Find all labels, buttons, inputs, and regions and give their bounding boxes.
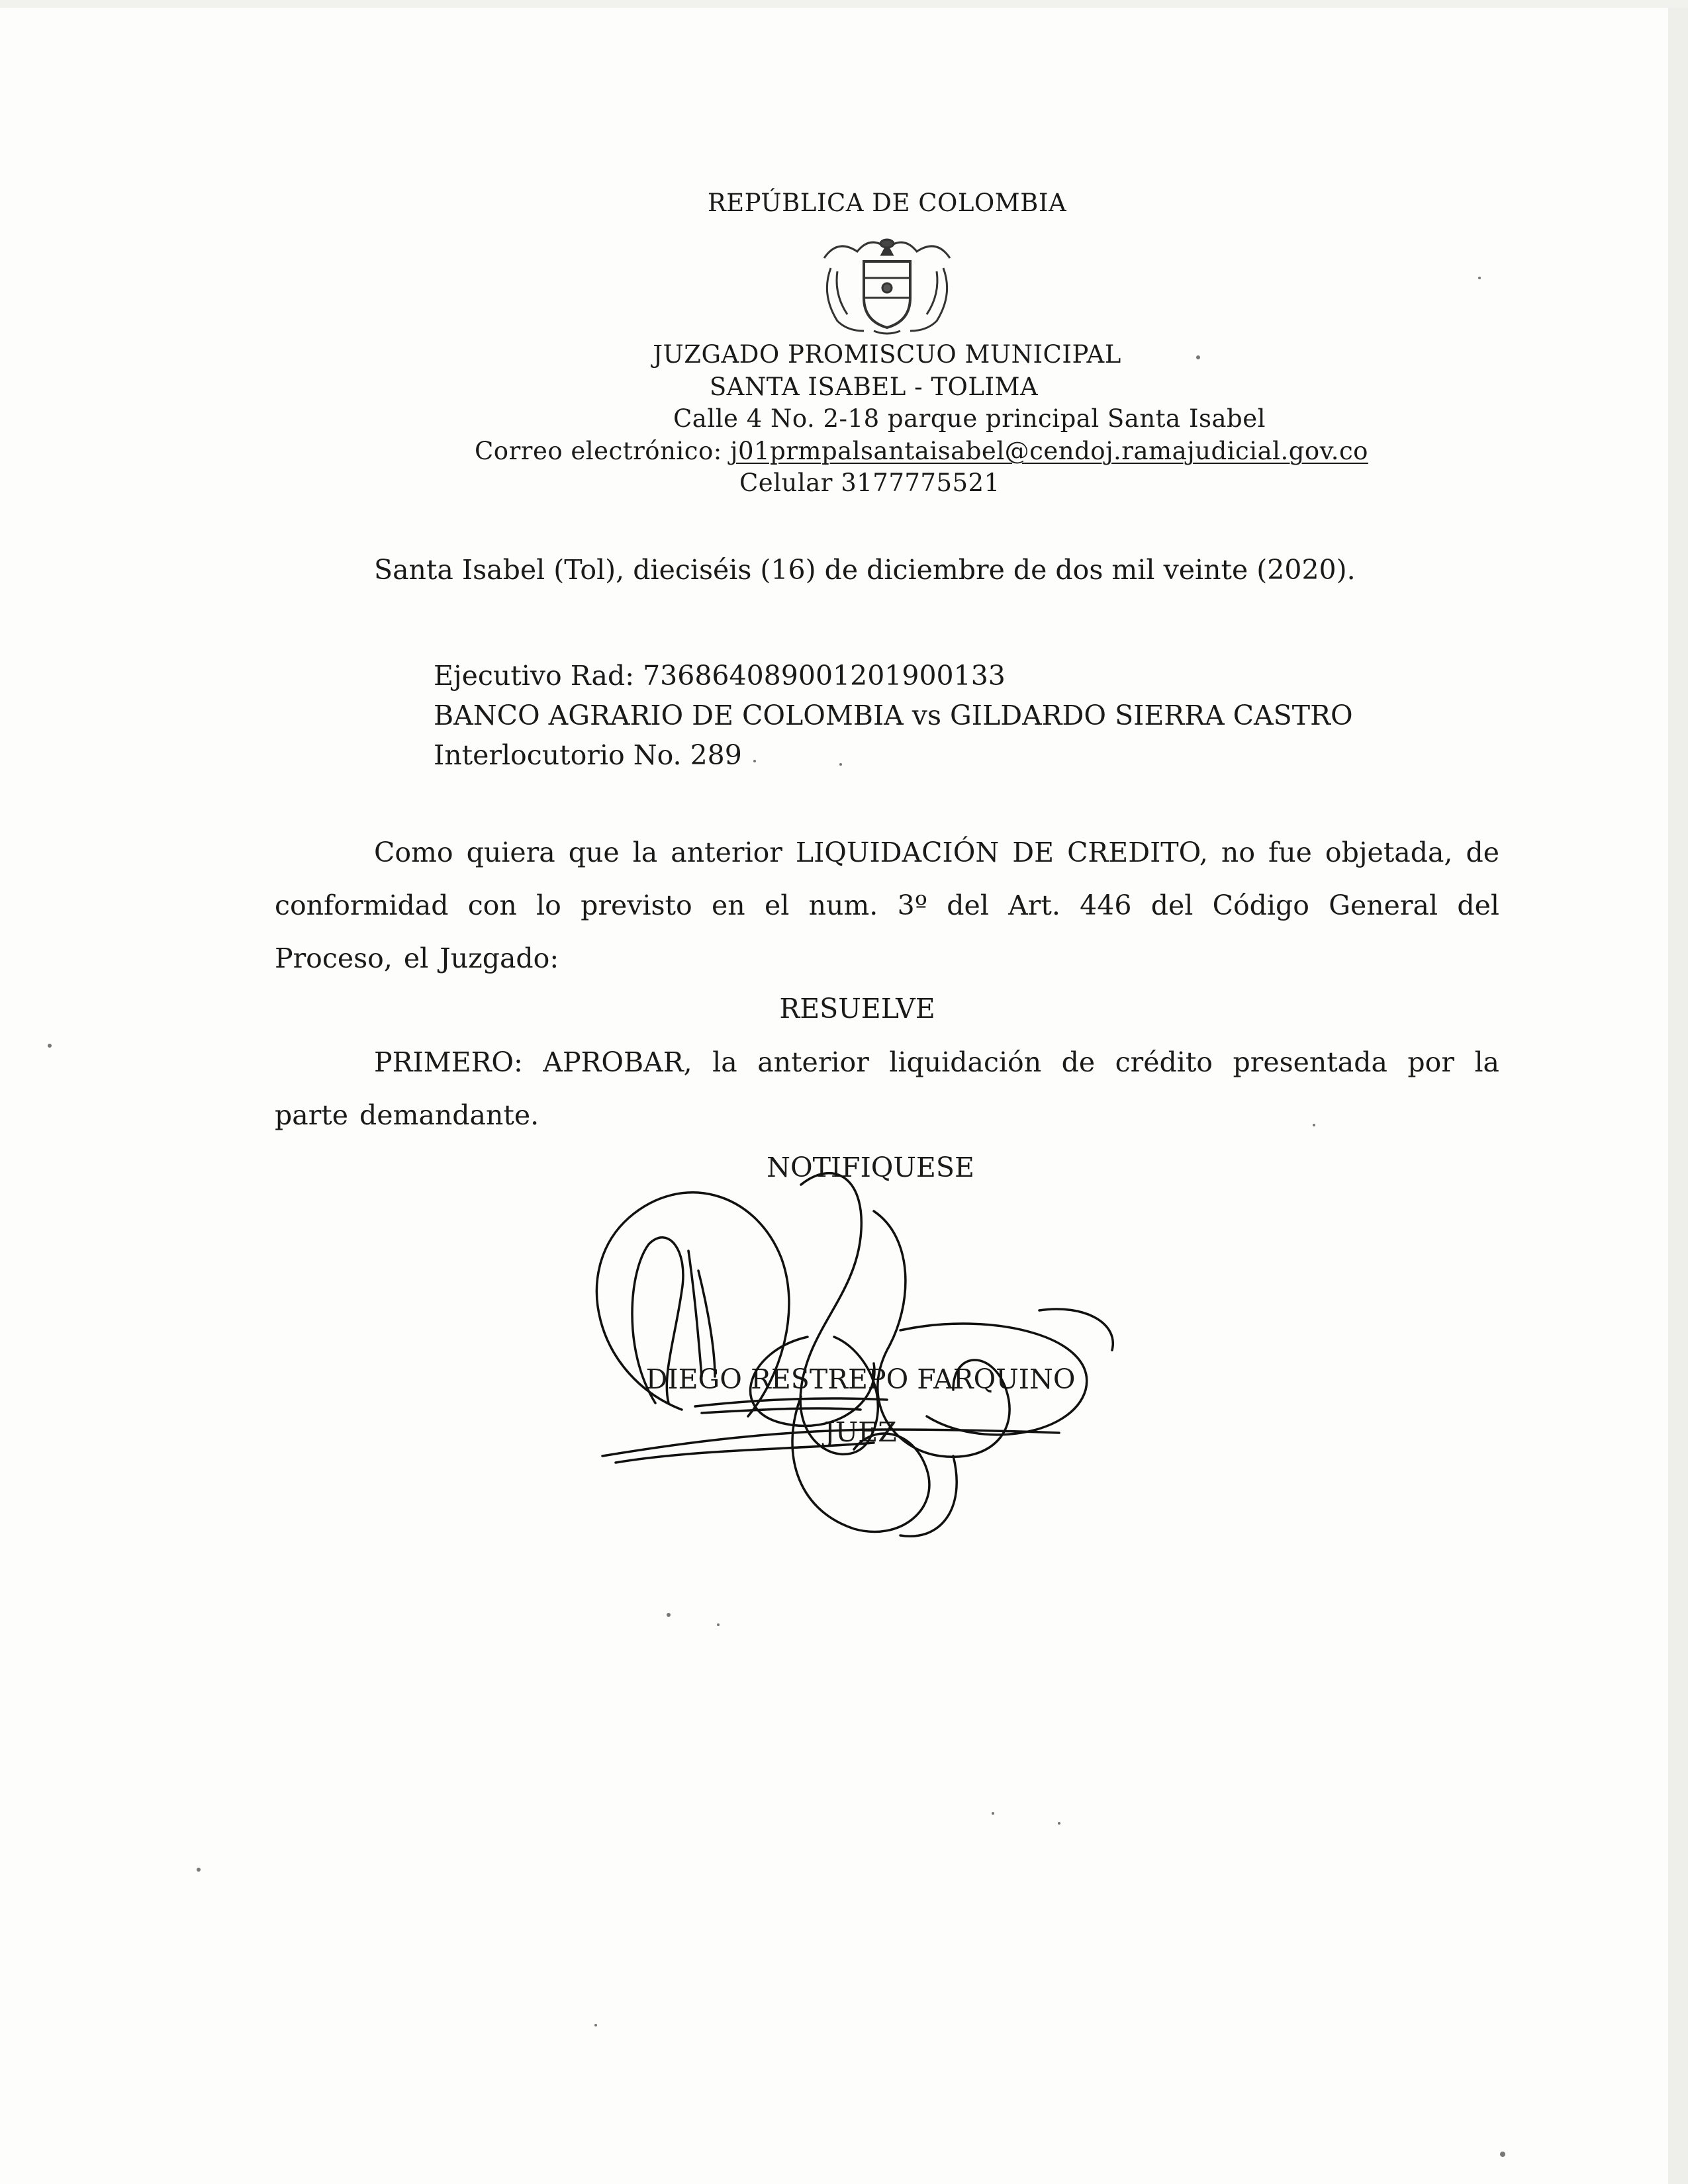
judge-title: JUEZ [824, 1416, 897, 1448]
body-paragraph: Como quiera que la anterior LIQUIDACIÓN DE CREDITO, no fue objetada, de conformidad con lo previsto en el num. 3º del Art. 446 del Código General del Proceso, el Juzgado: [275, 837, 1499, 974]
court-address: Calle 4 No. 2-18 parque principal Santa Isabel [673, 404, 1266, 433]
case-interlocutorio: Interlocutorio No. 289 [434, 739, 742, 771]
country-heading: REPÚBLICA DE COLOMBIA [707, 189, 1067, 217]
case-parties: BANCO AGRARIO DE COLOMBIA vs GILDARDO SIERRA CASTRO [434, 700, 1353, 731]
notifiquese-text: NOTIFIQUESE [767, 1152, 974, 1183]
court-phone: Celular 3177775521 [739, 469, 1000, 497]
court-name: JUZGADO PROMISCUO MUNICIPAL [653, 340, 1121, 369]
date-line: Santa Isabel (Tol), dieciséis (16) de diciembre de dos mil veinte (2020). [374, 554, 1356, 586]
coat-of-arms-icon [811, 232, 963, 338]
judge-name: DIEGO RESTREPO FARQUINO [645, 1363, 1076, 1395]
email-label: Correo electrónico: [475, 437, 730, 465]
email-link[interactable]: j01prmpalsantaisabel@cendoj.ramajudicial.gov.co [729, 437, 1368, 465]
handwritten-signature-icon [583, 1138, 1139, 1549]
primero-paragraph: PRIMERO: APROBAR, la anterior liquidación de crédito presentada por la parte demandante. [275, 1046, 1499, 1131]
email-line [475, 435, 1368, 467]
case-radicado: Ejecutivo Rad: 73686408900120190013​3 [434, 660, 1006, 692]
court-city: SANTA ISABEL - TOLIMA [709, 373, 1039, 401]
resuelve-heading: RESUELVE [779, 993, 935, 1024]
